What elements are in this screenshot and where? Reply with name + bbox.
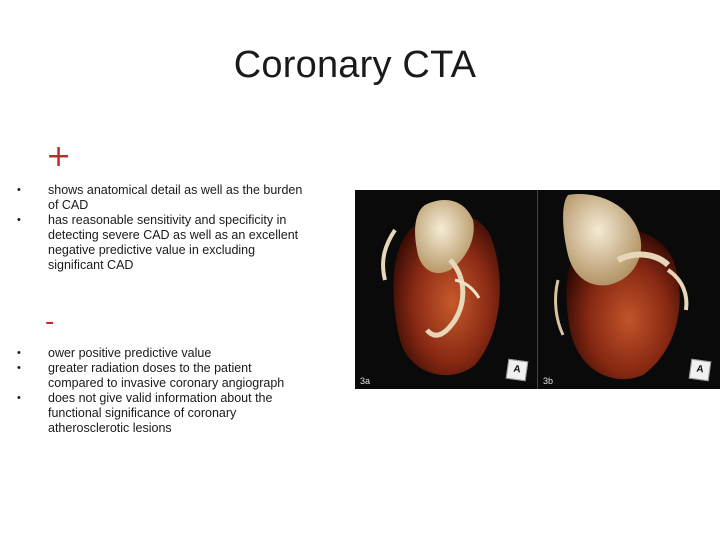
heart-render-panel-a: [355, 190, 537, 389]
panel-b-label: 3b: [543, 376, 554, 386]
cons-item: • ower positive predictive value: [24, 346, 306, 361]
cta-3d-reconstruction-image: [355, 190, 720, 389]
pros-item: • shows anatomical detail as well as the burden of CAD: [24, 183, 306, 213]
pros-marker: +: [46, 139, 72, 174]
cons-list: [24, 346, 306, 436]
orientation-cube-icon: A: [689, 359, 712, 382]
panel-a-label: 3a: [360, 376, 371, 386]
cons-item: • greater radiation doses to the patient compared to invasive coronary angiograph: [24, 361, 306, 391]
slide-title: [0, 44, 720, 87]
orientation-cube-icon: A: [506, 359, 529, 382]
pros-list: [24, 183, 306, 273]
slide-title-text: Coronary CTA: [233, 44, 477, 86]
cons-marker: -: [45, 307, 55, 337]
heart-render-panel-b: [538, 190, 720, 389]
pros-item: • has reasonable sensitivity and specificity in detecting severe CAD as well as an excellent negative predictive value in excluding significant CAD: [24, 213, 306, 273]
cons-item: • does not give valid information about the functional significance of coronary atherosclerotic lesions: [24, 391, 306, 436]
